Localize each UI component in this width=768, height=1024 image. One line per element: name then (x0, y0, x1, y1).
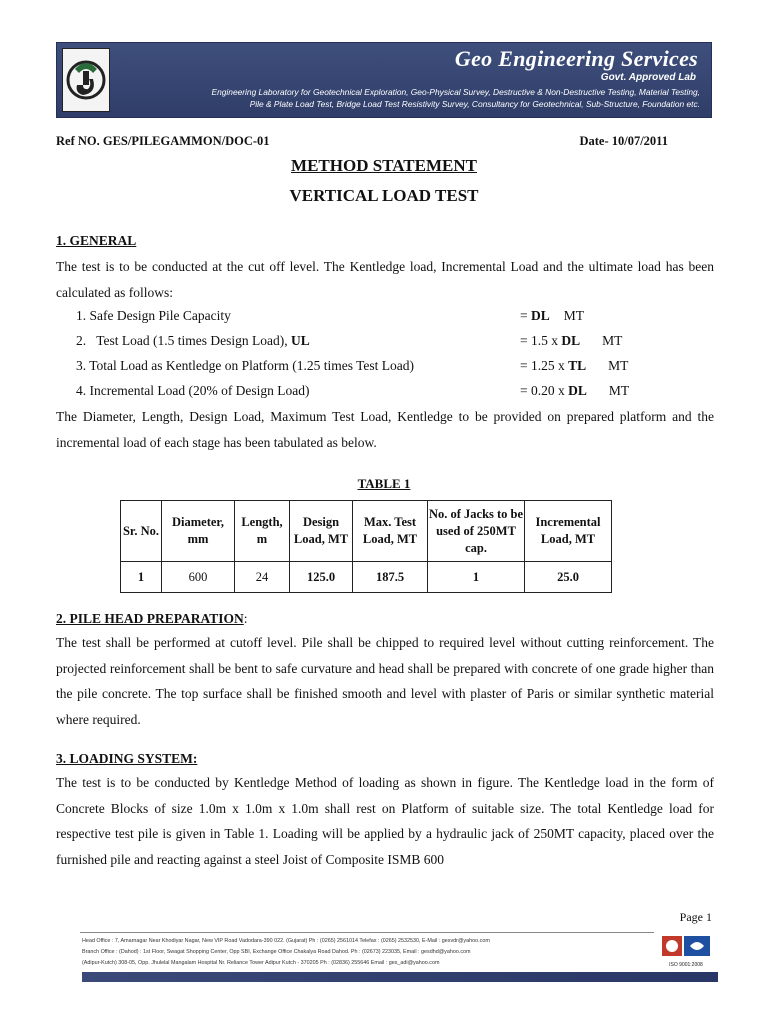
list-item-value: = 0.20 x DL MT (520, 383, 630, 398)
table-header-row (121, 501, 612, 562)
footer-address-line: Head Office : 7, Amarnagar Near Khodiyar Nagar, New VIP Road Vadodara-390 022. (Gujarat) Ph : (0265) 2561014 Telefax : (0265) 2532530, E-Mail : gesvdr@yahoo.com (82, 938, 490, 944)
reference-number: Ref NO. GES/PILEGAMMON/DOC-01 (56, 134, 270, 148)
table-header: Design Load, MT (290, 501, 353, 562)
table-cell: 125.0 (290, 562, 353, 593)
table-cell: 1 (428, 562, 525, 593)
table-header: Diameter, mm (162, 501, 235, 562)
section-general-intro: The test is to be conducted at the cut off level. The Kentledge load, Incremental Load and the ultimate load has been calculated as follows: (56, 259, 714, 300)
load-table (120, 500, 612, 593)
list-item-value: = 1.5 x DL MT (520, 333, 623, 348)
iso-certification-icon (660, 932, 712, 972)
table-header: Max. Test Load, MT (353, 501, 428, 562)
company-logo-icon (62, 48, 110, 112)
document-date: Date- 10/07/2011 (579, 134, 668, 148)
table-row (121, 562, 612, 593)
approved-lab-label: Govt. Approved Lab (600, 72, 696, 83)
table-header: Sr. No. (121, 501, 162, 562)
section-loading-system-text: The test is to be conducted by Kentledge Method of loading as shown in figure. The Kentledge load in the form of Concrete Blocks of size 1.0m x 1.0m x 1.0m shall rest on Platform of suitable size. The total Kentledge load for respective test pile is given in Table 1. Loading will be applied by a hydraulic jack of 250MT capacity, placed over the furnished pile and reacting against a steel Joist of Composite ISMB 600 (56, 775, 714, 867)
table-cell: 25.0 (525, 562, 612, 593)
iso-label: ISO 9001:2008 (669, 962, 703, 968)
table-header: No. of Jacks to be used of 250MT cap. (428, 501, 525, 562)
table-header: Length, m (235, 501, 290, 562)
list-item: 2. Test Load (1.5 times Design Load), UL (76, 333, 310, 348)
table-cell: 1 (121, 562, 162, 593)
footer-bar (82, 972, 718, 982)
list-item: 1. Safe Design Pile Capacity (76, 308, 231, 323)
list-item-value: = DL MT (520, 308, 585, 323)
document-subtitle: VERTICAL LOAD TEST (289, 186, 479, 205)
table-cell: 600 (162, 562, 235, 593)
tagline-line-2: Pile & Plate Load Test, Bridge Load Test Resistivity Survey, Consultancy for Geotechnical, Sub-Structure, Foundation etc. (249, 99, 700, 109)
list-item-value: = 1.25 x TL MT (520, 358, 629, 373)
list-item: 4. Incremental Load (20% of Design Load) (76, 383, 310, 398)
page-number: Page 1 (679, 910, 712, 924)
footer-divider (80, 932, 654, 933)
section-general-heading: 1. GENERAL (56, 233, 137, 248)
section-general-outro: The Diameter, Length, Design Load, Maximum Test Load, Kentledge to be provided on prepared platform and the incremental load of each stage has been tabulated as below. (56, 409, 714, 450)
section-pile-head-text: The test shall be performed at cutoff level. Pile shall be chipped to required level without cutting reinforcement. The projected reinforcement shall be bent to safe curvature and head shall be prepared with concrete of one grade higher than the pile concrete. The top surface shall be finished smooth and level with plaster of Paris or similar synthetic material where required. (56, 635, 714, 727)
table-cell: 187.5 (353, 562, 428, 593)
company-name: Geo Engineering Services (454, 46, 698, 71)
tagline-line-1: Engineering Laboratory for Geotechnical Exploration, Geo-Physical Survey, Destructive & Non-Destructive Testing, Material Testing, (211, 87, 700, 97)
footer-address-line: Branch Office : (Dahod) : 1st Floor, Swagat Shopping Center, Opp SBI, Exchange Office Chakalya Road Dahod. Ph : (02673) 223035, Email : gesdhd@yahoo.com (82, 949, 471, 955)
document-title: METHOD STATEMENT (291, 156, 477, 175)
header-banner (56, 42, 712, 118)
table-cell: 24 (235, 562, 290, 593)
footer-address-line: (Adipur-Kutch) 308-05, Opp. Jhulelal Mangalam Hospital Nr. Reliance Tower Adipur Kutch - 370205 Ph : (02836) 255646 Email : ges_adi@yahoo.com (82, 960, 440, 966)
list-item: 3. Total Load as Kentledge on Platform (1.25 times Test Load) (76, 358, 415, 373)
section-pile-head-heading: 2. PILE HEAD PREPARATION: (56, 611, 248, 626)
table-caption: TABLE 1 (357, 476, 411, 491)
section-loading-system-heading: 3. LOADING SYSTEM: (56, 751, 198, 766)
table-header: Incremental Load, MT (525, 501, 612, 562)
